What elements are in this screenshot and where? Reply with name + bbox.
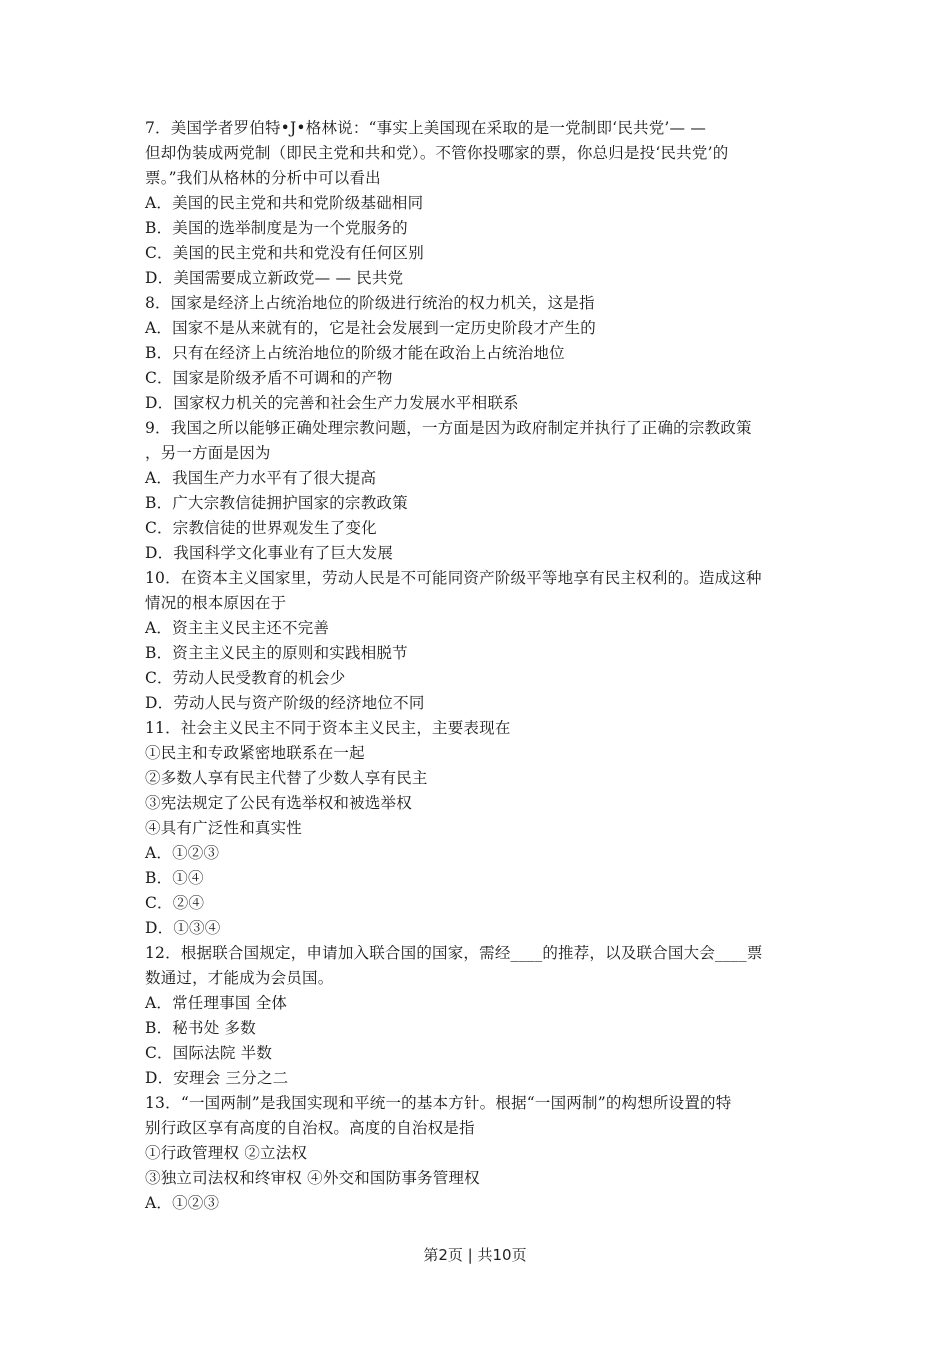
text-line: D．①③④ (145, 919, 221, 937)
text-line: D．劳动人民与资产阶级的经济地位不同 (145, 694, 425, 712)
page-footer: 第2页 | 共10页 (423, 1246, 527, 1264)
text-line: 8．国家是经济上占统治地位的阶级进行统治的权力机关，这是指 (145, 294, 595, 312)
text-line: C．劳动人民受教育的机会少 (145, 669, 346, 687)
text-line: 13．“一国两制”是我国实现和平统一的基本方针。根据“一国两制”的构想所设置的特 (145, 1094, 732, 1112)
text-line: ③宪法规定了公民有选举权和被选举权 (145, 794, 412, 812)
text-line: C．宗教信徒的世界观发生了变化 (145, 519, 377, 537)
text-line: A．美国的民主党和共和党阶级基础相同 (145, 194, 424, 212)
text-line: 10．在资本主义国家里，劳动人民是不可能同资产阶级平等地享有民主权利的。造成这种 (145, 569, 762, 587)
text-line: B．秘书处 多数 (145, 1019, 256, 1037)
text-line: ，另一方面是因为 (145, 444, 271, 462)
exam-questions (145, 116, 805, 1216)
text-line: 7．美国学者罗伯特•J•格林说：“事实上美国现在采取的是一党制即‘民共党’— — (145, 119, 707, 137)
text-line: ③独立司法权和终审权 ④外交和国防事务管理权 (145, 1169, 480, 1187)
text-line: 12．根据联合国规定，申请加入联合国的国家，需经____的推荐，以及联合国大会____票 (145, 944, 763, 962)
text-line: ①行政管理权 ②立法权 (145, 1144, 308, 1162)
text-line: B．资主主义民主的原则和实践相脱节 (145, 644, 408, 662)
text-line: 数通过，才能成为会员国。 (145, 969, 334, 987)
text-line: C．②④ (145, 894, 205, 912)
text-line: B．美国的选举制度是为一个党服务的 (145, 219, 408, 237)
text-line: D．安理会 三分之二 (145, 1069, 289, 1087)
text-line: ①民主和专政紧密地联系在一起 (145, 744, 365, 762)
text-line: 9．我国之所以能够正确处理宗教问题，一方面是因为政府制定并执行了正确的宗教政策 (145, 419, 752, 437)
text-line: 11．社会主义民主不同于资本主义民主，主要表现在 (145, 719, 511, 737)
text-line: 别行政区享有高度的自治权。高度的自治权是指 (145, 1119, 475, 1137)
text-line: A．常任理事国 全体 (145, 994, 288, 1012)
text-line: 票。”我们从格林的分析中可以看出 (145, 169, 381, 187)
text-line: C．美国的民主党和共和党没有任何区别 (145, 244, 424, 262)
text-line: A．国家不是从来就有的，它是社会发展到一定历史阶段才产生的 (145, 319, 596, 337)
text-line: D．国家权力机关的完善和社会生产力发展水平相联系 (145, 394, 519, 412)
text-line: C．国家是阶级矛盾不可调和的产物 (145, 369, 393, 387)
text-line: A．我国生产力水平有了很大提高 (145, 469, 377, 487)
text-line: C．国际法院 半数 (145, 1044, 273, 1062)
text-line: A．①②③ (145, 844, 220, 862)
text-line: B．①④ (145, 869, 204, 887)
text-line: A．①②③ (145, 1194, 220, 1212)
text-line: 情况的根本原因在于 (145, 594, 287, 612)
text-line: D．美国需要成立新政党— — 民共党 (145, 269, 404, 287)
text-line: D．我国科学文化事业有了巨大发展 (145, 544, 394, 562)
text-line: B．只有在经济上占统治地位的阶级才能在政治上占统治地位 (145, 344, 565, 362)
text-line: B．广大宗教信徒拥护国家的宗教政策 (145, 494, 408, 512)
text-line: ④具有广泛性和真实性 (145, 819, 303, 837)
text-line: ②多数人享有民主代替了少数人享有民主 (145, 769, 428, 787)
text-line: 但却伪装成两党制（即民主党和共和党）。不管你投哪家的票，你总归是投‘民共党’的 (145, 144, 729, 162)
text-line: A．资主主义民主还不完善 (145, 619, 330, 637)
